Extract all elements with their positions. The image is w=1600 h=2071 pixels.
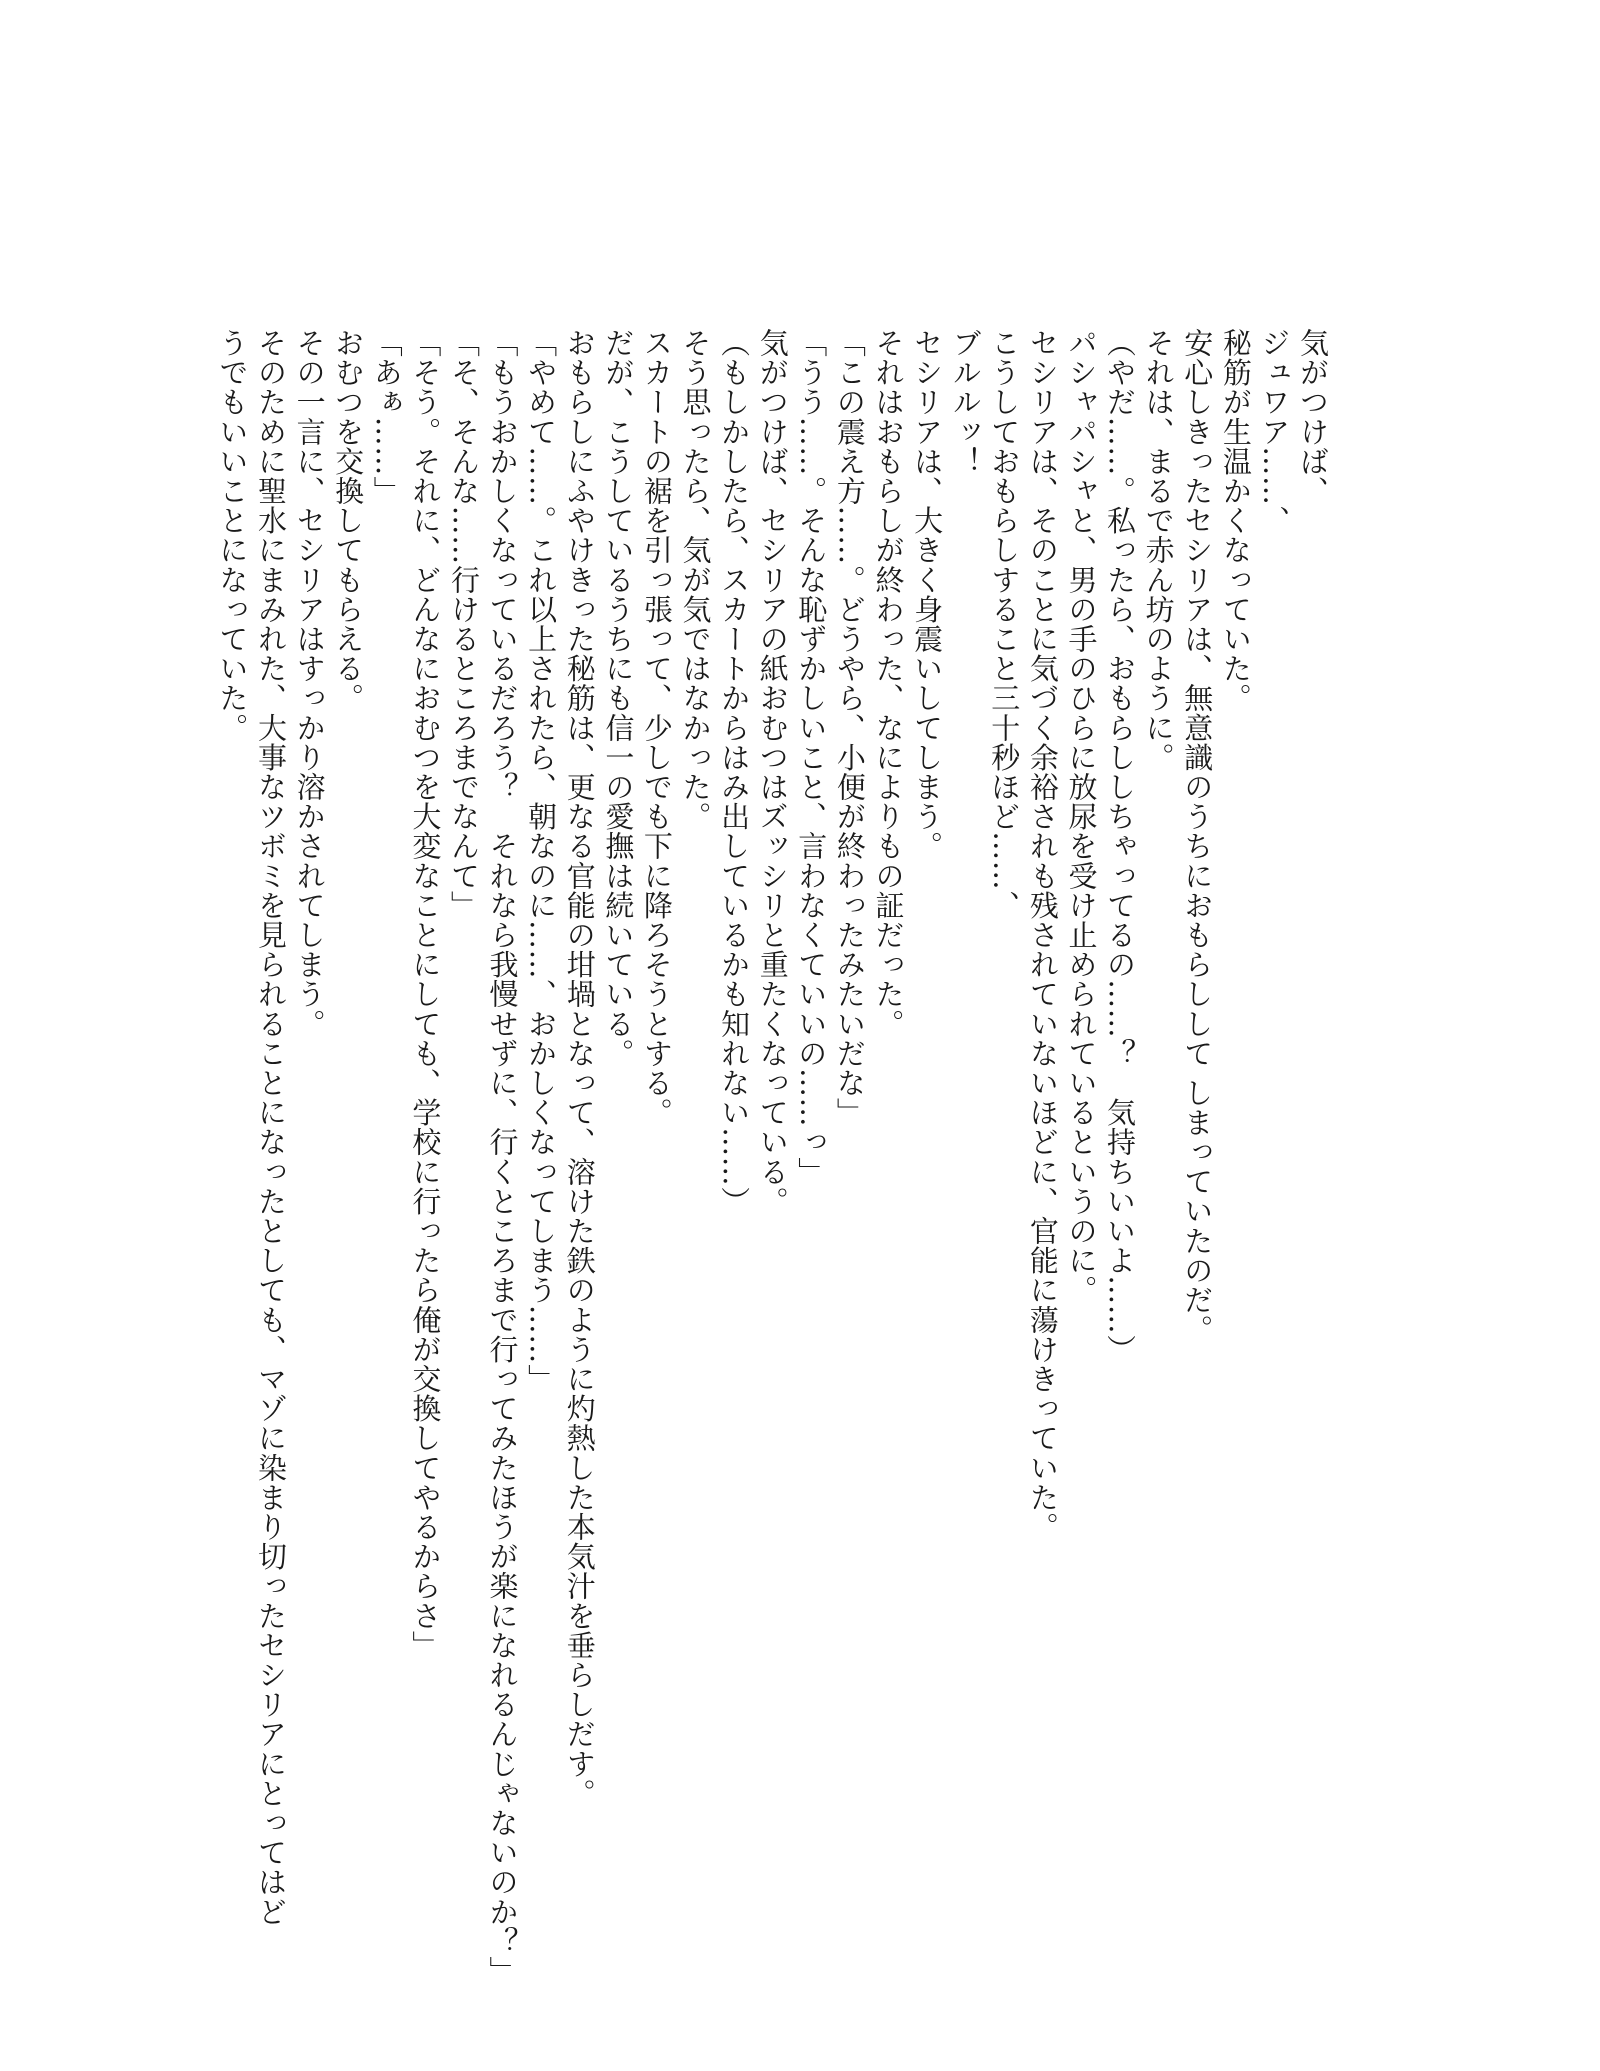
vertical-text-body	[213, 328, 1332, 1986]
text-line: 「やめて……。これ以上されたら、朝なのに……、おかしくなってしまう……」	[524, 328, 559, 1394]
text-line: そう思ったら、気が気ではなかった。	[678, 328, 713, 832]
text-line: 気がつけば、	[1296, 328, 1330, 506]
text-line: 「もうおかしくなっているだろう？ それなら我慢せずに、行くところまで行ってみたほうが楽になれるんじゃないのか？」	[485, 328, 520, 1986]
text-line: だが、こうしているうちにも信一の愛撫は続いている。	[601, 328, 636, 1068]
text-line: 気がつけば、セシリアの紙おむつはズッシリと重たくなっている。	[755, 328, 790, 1216]
text-line: そのために聖水にまみれた、大事なツボミを見られることになったとしても、マゾに染まり切ったセシリアにとってはど	[253, 328, 288, 1927]
text-line: 秘筋が生温かくなっていた。	[1218, 328, 1253, 713]
text-line: 「うう……。そんな恥ずかしいこと、言わなくていいの……っ」	[794, 328, 829, 1187]
text-line: おむつを交換してもらえる。	[331, 328, 366, 713]
text-line: うでもいいことになっていた。	[215, 328, 250, 743]
text-line: その一言に、セシリアはすっかり溶かされてしまう。	[292, 328, 327, 1039]
text-line: 「そ、そんな……行けるところまでなんて」	[446, 328, 481, 920]
text-line: こうしておもらしすること三十秒ほど……、	[987, 328, 1022, 920]
text-line: おもらしにふやけきった秘筋は、更なる官能の坩堝となって、溶けた鉄のように灼熱した本気汁を垂らしだす。	[562, 328, 597, 1808]
text-line: セシリアは、大きく身震いしてしまう。	[910, 328, 945, 861]
text-line: 「あぁ……」	[369, 328, 404, 506]
text-line: 「そう。それに、どんなにおむつを大変なことにしても、学校に行ったら俺が交換してやるからさ」	[408, 328, 443, 1660]
text-line: ジュワア……、	[1257, 328, 1292, 536]
text-line: （もしかしたら、スカートからはみ出しているかも知れない……）	[717, 328, 752, 1216]
text-line: ブルルッ！	[948, 328, 983, 476]
text-line: 安心しきったセシリアは、無意識のうちにおもらしして しまっていたのだ。	[1180, 328, 1215, 1345]
text-line: それはおもらしが終わった、なによりもの証だった。	[871, 328, 906, 1039]
text-line: パシャパシャと、男の手のひらに放尿を受け止められているというのに。	[1064, 328, 1099, 1305]
text-line: 「この震え方……。どうやら、小便が終わったみたいだな」	[832, 328, 867, 1128]
text-line: スカートの裾を引っ張って、少しでも下に降ろそうとする。	[639, 328, 674, 1128]
text-line: （やだ……。私ったら、おもらししちゃってるの……？ 気持ちいいよ……）	[1103, 328, 1138, 1364]
text-line: それは、まるで赤ん坊のように。	[1141, 328, 1176, 772]
text-line: セシリアは、そのことに気づく余裕されも残されていないほどに、官能に蕩けきっていた。	[1025, 328, 1060, 1542]
